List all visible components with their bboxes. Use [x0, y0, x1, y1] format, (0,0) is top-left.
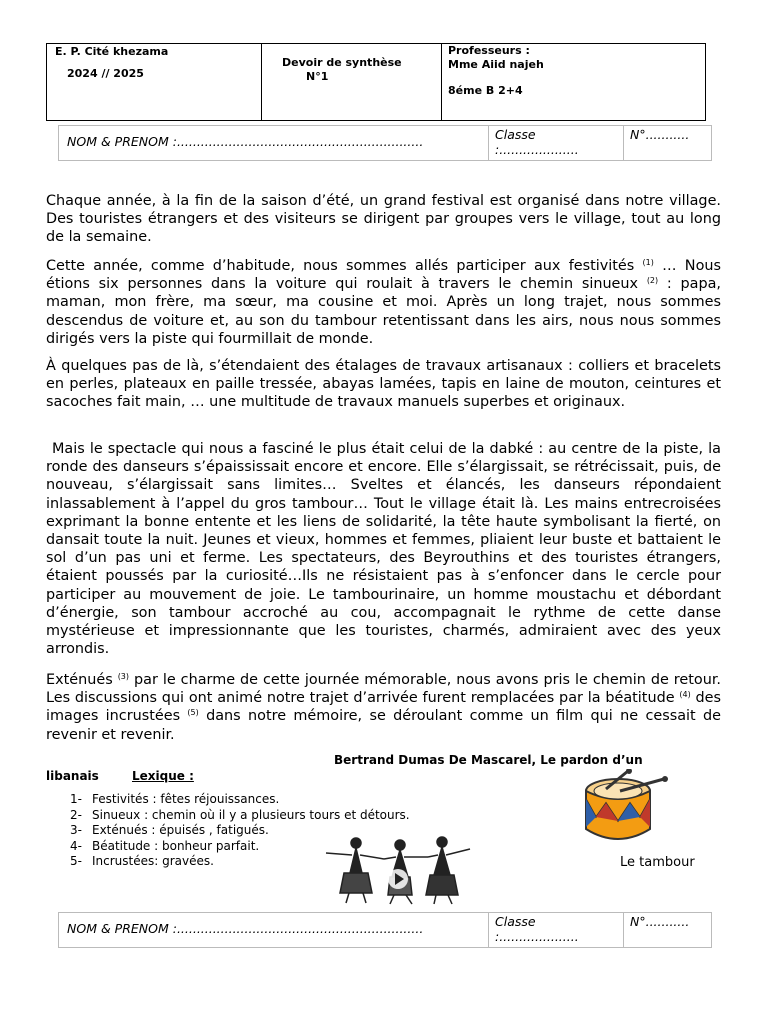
- school-year: 2024 // 2025: [67, 67, 144, 80]
- name-field[interactable]: [59, 126, 489, 160]
- name-field[interactable]: [59, 913, 489, 947]
- p5-text-a: Exténués: [46, 672, 118, 688]
- name-label: NOM & PRENOM :..............................................................: [67, 921, 424, 936]
- paragraph-4: Mais le spectacle qui nous a fasciné le plus était celui de la dabké : au centre de la piste, la ronde des danseurs s’épaississait encore et encore. Elle s’élargissait, se rétrécissait, puis, de nouveau, s’élargissait sans limites… Sveltes et élancés, les danseurs répondaient inlassablement à l’appel du gros tambour… Tout le village était là. Les mains entrecroisées exprimant la bonne entente et les liens de solidarité, la tête haute symbolisant la fierté, on dansait toute la nuit. Jeunes et vieux, hommes et femmes, pliaient leur buste et battaient le sol d’un pas uni et ferme. Les spectateurs, des Beyrouthins et des touristes étrangers, étaient poussés par la curiosité…Ils ne résistaient pas à s’enfoncer dans le cercle pour participer au mouvement de joie. Le tambourinaire, un homme moustachu et débordant d’énergie, son tambour accroché au cou, accompagnait le rythme de cette danse mystérieuse et impressionnante que les touristes, charmés, admiraient avec des yeux arrondis.: [46, 441, 721, 658]
- number-label: N°...........: [630, 127, 690, 142]
- p2-text-b: … Nous étions six personnes dans la voiture qui roulait à travers le chemin sinueux: [46, 258, 721, 293]
- p2-text-c: : papa, maman, mon frère, ma sœur, ma cousine et moi. Après un long trajet, nous sommes descendus de voiture et, au son du tambour retentissant dans les airs, nous nous sommes dirigés vers la piste qui fourmillait de monde.: [46, 276, 721, 347]
- footnote-ref-5: (5): [187, 708, 199, 718]
- footnote-ref-2: (2): [646, 276, 659, 286]
- paragraph-1: Chaque année, à la fin de la saison d’été, un grand festival est organisé dans notre village. Des touristes étrangers et des visiteurs se dirigent par groupes vers le village, tout au long de la semaine.: [46, 193, 721, 246]
- class-label: Classe :....................: [495, 914, 579, 944]
- p5-text-b: par le charme de cette journée mémorable, nous avons pris le chemin de retour. Les discussions qui ont animé notre trajet d’arrivée furent remplacées par la béatitude: [46, 672, 721, 707]
- drum-illustration: [566, 769, 676, 851]
- student-info-box-top: [58, 125, 712, 161]
- header-teacher-cell: [442, 44, 705, 120]
- name-label: NOM & PRENOM :..............................................................: [67, 134, 424, 149]
- footnote-ref-4: (4): [679, 690, 691, 700]
- lexique-num: 5-: [70, 854, 82, 868]
- number-label: N°...........: [630, 914, 690, 929]
- number-field[interactable]: [624, 126, 711, 160]
- lexique-text: Exténués : épuisés , fatigués.: [92, 823, 269, 837]
- source-author-cont: libanais: [46, 769, 99, 783]
- paragraph-2: [46, 257, 721, 348]
- footnote-ref-3: (3): [117, 672, 130, 681]
- lexique-num: 3-: [70, 823, 82, 837]
- lexique-title: Lexique :: [132, 769, 194, 783]
- lexique-text: Sinueux : chemin où il y a plusieurs tours et détours.: [92, 807, 410, 822]
- lexique-text: Béatitude : bonheur parfait.: [92, 838, 260, 853]
- list-item: [70, 792, 410, 808]
- p5-text-c: des images incrustées: [46, 690, 721, 725]
- class-label: Classe :....................: [495, 127, 579, 157]
- header-table: [46, 43, 706, 121]
- exam-title: Devoir de synthèse: [282, 56, 402, 69]
- paragraph-3: À quelques pas de là, s’étendaient des étalages de travaux artisanaux : colliers et bracelets en perles, plateaux en paille tressée, abayas lamées, tapis en laine de mouton, ceintures et sacoches fait main, … une multitude de travaux manuels superbes et originaux.: [46, 358, 721, 411]
- drum-caption: Le tambour: [620, 855, 695, 870]
- teacher-name: Mme Aiid najeh: [448, 58, 544, 71]
- p5-text-d: dans notre mémoire, se déroulant comme un film qui ne cessait de revenir et revenir.: [46, 708, 721, 743]
- exam-number: N°1: [306, 70, 329, 83]
- student-info-box-bottom: [58, 912, 712, 948]
- lexique-text: Festivités : fêtes réjouissances.: [92, 792, 280, 806]
- lexique-text: Incrustées: gravées.: [92, 854, 214, 868]
- class-field[interactable]: [489, 913, 624, 947]
- list-item: [70, 808, 410, 824]
- dabke-dancers-illustration: [316, 833, 478, 905]
- school-name: E. P. Cité khezama: [55, 45, 169, 58]
- teacher-label: Professeurs :: [448, 44, 530, 57]
- header-exam-cell: [262, 44, 442, 120]
- footnote-ref-1: (1): [642, 258, 654, 267]
- paragraph-5: [46, 671, 721, 744]
- lexique-num: 4-: [70, 838, 82, 853]
- lexique-num: 2-: [70, 807, 82, 822]
- lexique-num: 1-: [70, 792, 82, 806]
- p2-text-a: Cette année, comme d’habitude, nous sommes allés participer aux festivités: [46, 258, 643, 274]
- source-author: Bertrand Dumas De Mascarel, Le pardon d’un: [334, 753, 643, 767]
- class-field[interactable]: [489, 126, 624, 160]
- header-school-cell: [47, 44, 262, 120]
- class-name: 8éme B 2+4: [448, 84, 523, 97]
- number-field[interactable]: [624, 913, 711, 947]
